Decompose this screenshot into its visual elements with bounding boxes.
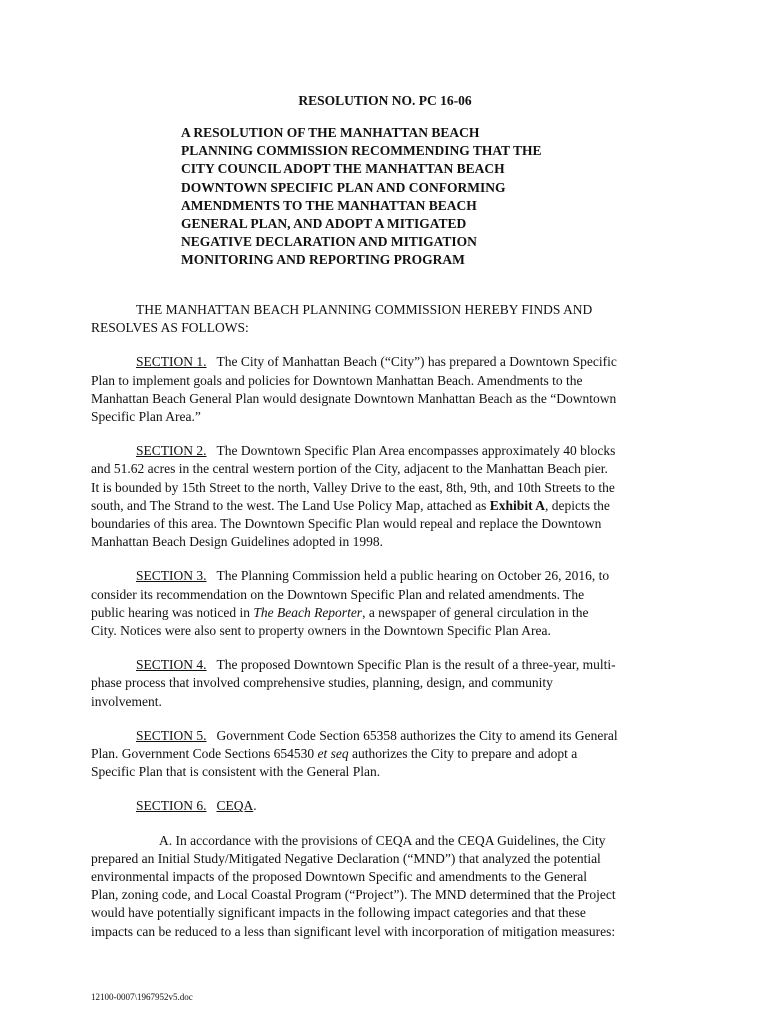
section-3 — [91, 567, 691, 640]
paragraph-text: The proposed Downtown Specific Plan is the result of a three-year, multi- — [216, 657, 616, 673]
paragraph-text: The Planning Commission held a public hearing on October 26, 2016, to — [216, 568, 610, 584]
paragraph-line — [91, 745, 691, 763]
paragraph-text: , depicts the — [544, 497, 610, 513]
paragraph-line: phase process that involved comprehensive studies, planning, design, and community — [91, 675, 553, 691]
section-5 — [91, 727, 691, 782]
intro-paragraph — [91, 301, 691, 337]
paragraph-line — [91, 442, 691, 460]
paragraph-line: Plan, zoning code, and Local Coastal Program (“Project”). The MND determined that the Project — [91, 887, 616, 903]
paragraph-line — [91, 797, 691, 815]
paragraph-line: It is bounded by 15th Street to the north, Valley Drive to the east, 8th, 9th, and 10th Streets to the — [91, 479, 615, 495]
resolution-number: RESOLUTION NO. PC 16-06 — [298, 93, 472, 108]
paragraph-text: south, and The Strand to the west. The Land Use Policy Map, attached as — [91, 497, 490, 513]
title-line: MONITORING AND REPORTING PROGRAM — [181, 252, 465, 268]
paragraph-text: authorizes the City to prepare and adopt a — [348, 746, 578, 762]
title-line: AMENDMENTS TO THE MANHATTAN BEACH — [181, 197, 477, 213]
paragraph-text: Government Code Section 65358 authorizes the City to amend its General — [216, 727, 618, 743]
latin-term: et seq — [317, 746, 349, 762]
section-1 — [91, 353, 691, 426]
resolution-title — [181, 124, 621, 270]
paragraph-line: City. Notices were also sent to property owners in the Downtown Specific Plan Area. — [91, 623, 551, 639]
document-body — [91, 301, 691, 957]
paragraph-text: . — [253, 798, 257, 814]
paragraph-line: Specific Plan Area.” — [91, 409, 201, 425]
section-heading: SECTION 2. — [136, 443, 207, 459]
paragraph-line: THE MANHATTAN BEACH PLANNING COMMISSION HEREBY FINDS AND — [136, 302, 593, 317]
paragraph-line: Manhattan Beach Design Guidelines adopted in 1998. — [91, 534, 384, 550]
paragraph-line — [91, 353, 691, 371]
section-heading: SECTION 3. — [136, 568, 207, 584]
newspaper-name: The Beach Reporter — [253, 604, 363, 620]
paragraph-line: impacts can be reduced to a less than significant level with incorporation of mitigation measures: — [91, 923, 616, 939]
paragraph-line: and 51.62 acres in the central western portion of the City, adjacent to the Manhattan Beach pier. — [91, 461, 608, 477]
paragraph-text: , a newspaper of general circulation in the — [362, 604, 589, 620]
paragraph-line — [91, 656, 691, 674]
title-line: A RESOLUTION OF THE MANHATTAN BEACH — [181, 125, 480, 140]
paragraph-line: A. In accordance with the provisions of CEQA and the CEQA Guidelines, the City — [159, 832, 606, 848]
section-4 — [91, 656, 691, 711]
section-2 — [91, 442, 691, 551]
paragraph-line — [91, 727, 691, 745]
paragraph-line: consider its recommendation on the Downtown Specific Plan and related amendments. The — [91, 586, 585, 602]
title-line: DOWNTOWN SPECIFIC PLAN AND CONFORMING — [181, 179, 506, 195]
title-line: CITY COUNCIL ADOPT THE MANHATTAN BEACH — [181, 161, 505, 177]
section-heading: SECTION 5. — [136, 727, 207, 743]
section-subheading: CEQA — [216, 798, 254, 814]
title-line: GENERAL PLAN, AND ADOPT A MITIGATED — [181, 216, 467, 232]
paragraph-text: Plan. Government Code Sections 654530 — [91, 746, 318, 762]
paragraph-line: Manhattan Beach General Plan would designate Downtown Manhattan Beach as the “Downtown — [91, 390, 617, 406]
paragraph-line — [91, 497, 691, 515]
section-6 — [91, 797, 691, 815]
paragraph-line: Plan to implement goals and policies for Downtown Manhattan Beach. Amendments to the — [91, 372, 583, 388]
paragraph-line — [91, 604, 691, 622]
paragraph-line: Specific Plan that is consistent with the General Plan. — [91, 764, 381, 780]
paragraph-line: involvement. — [91, 693, 162, 709]
paragraph-line: prepared an Initial Study/Mitigated Negative Declaration (“MND”) that analyzed the potential — [91, 850, 601, 866]
paragraph-line: would have potentially significant impacts in the following impact categories and that these — [91, 905, 586, 921]
title-line: NEGATIVE DECLARATION AND MITIGATION — [181, 234, 477, 250]
paragraph-line: boundaries of this area. The Downtown Specific Plan would repeal and replace the Downtown — [91, 516, 602, 532]
paragraph-text: The Downtown Specific Plan Area encompasses approximately 40 blocks — [216, 443, 616, 459]
paragraph-line: environmental impacts of the proposed Downtown Specific and amendments to the General — [91, 869, 587, 885]
exhibit-reference: Exhibit A — [489, 497, 545, 513]
title-line: PLANNING COMMISSION RECOMMENDING THAT THE — [181, 143, 542, 159]
section-heading: SECTION 6. — [136, 798, 207, 814]
paragraph-line: RESOLVES AS FOLLOWS: — [91, 320, 249, 336]
paragraph-line — [91, 567, 691, 585]
section-6a — [91, 832, 691, 941]
document-footer-id: 12100-0007\1967952v5.doc — [91, 992, 193, 1002]
paragraph-text: public hearing was noticed in — [91, 604, 254, 620]
section-heading: SECTION 4. — [136, 657, 207, 673]
paragraph-text: The City of Manhattan Beach (“City”) has prepared a Downtown Specific — [216, 354, 617, 370]
section-heading: SECTION 1. — [136, 354, 207, 370]
